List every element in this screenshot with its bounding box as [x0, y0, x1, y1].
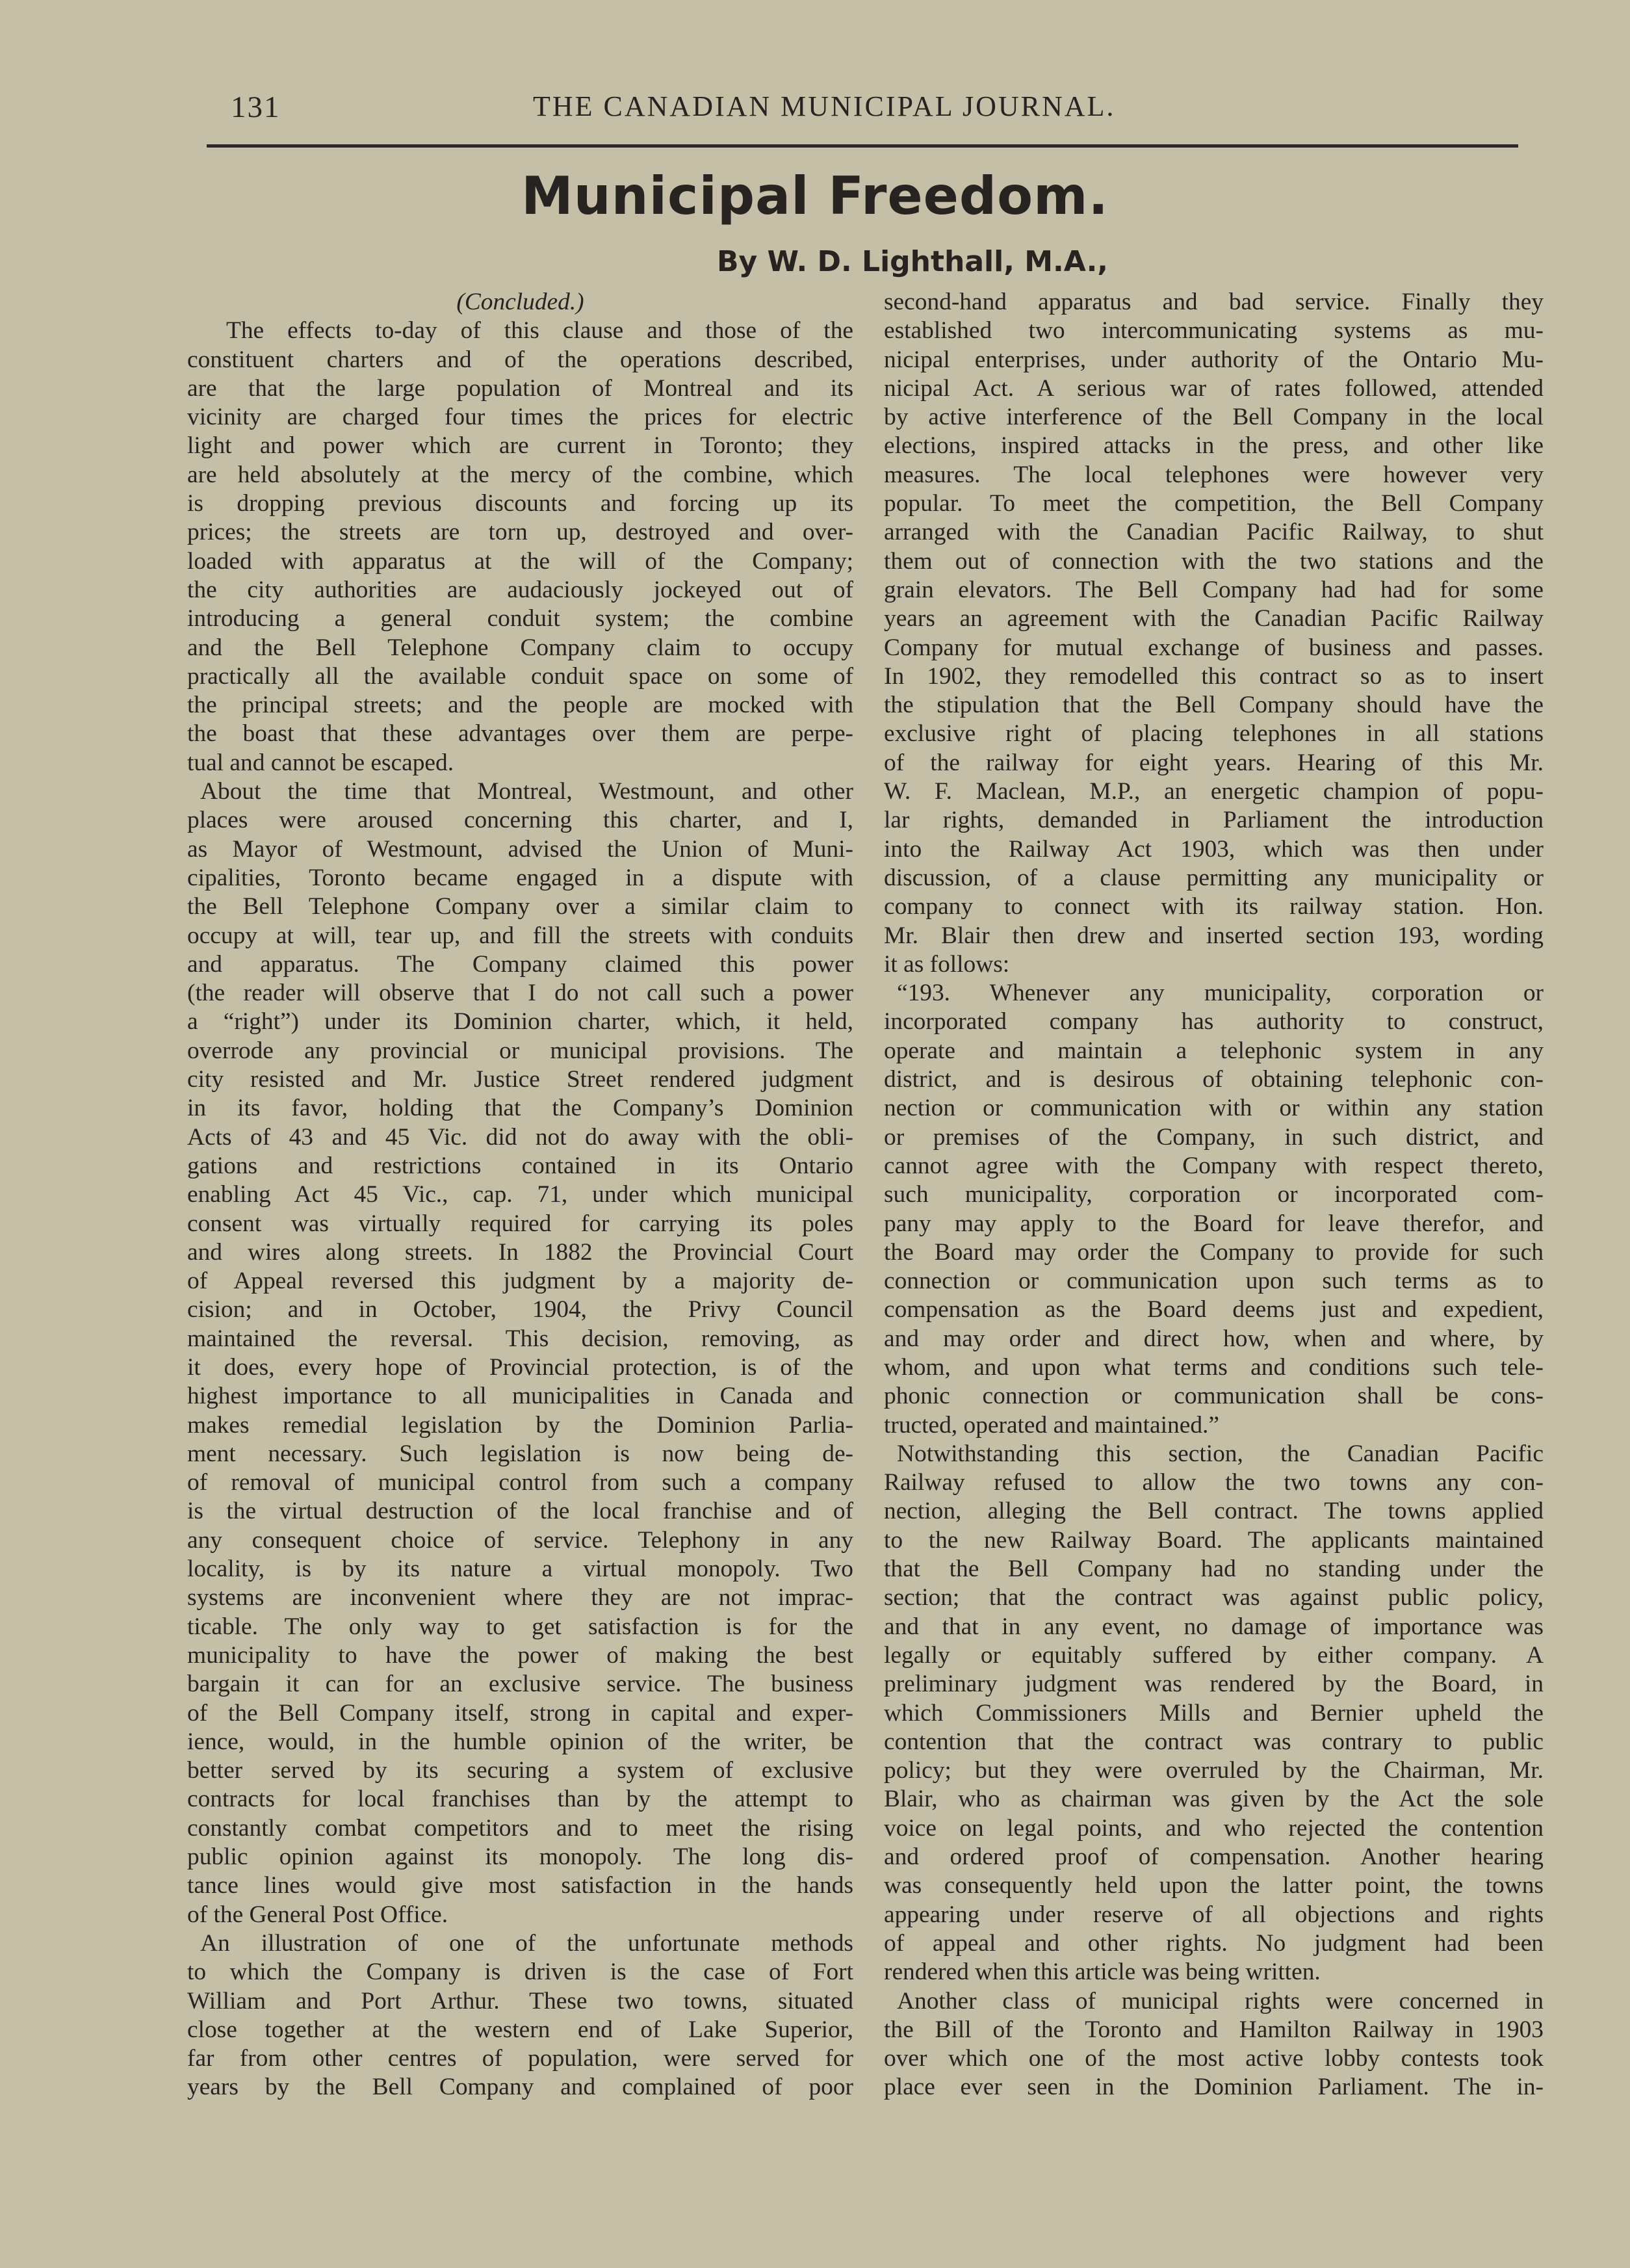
text-line: legally or equitably suffered by either company. A	[884, 1641, 1544, 1669]
right-column	[884, 288, 1544, 2102]
text-line: and wires along streets. In 1882 the Provincial Court	[187, 1238, 853, 1266]
text-line: and may order and direct how, when and where, by	[884, 1325, 1544, 1352]
text-line: overrode any provincial or municipal provisions. The	[187, 1037, 853, 1064]
text-line: any consequent choice of service. Telephony in any	[187, 1526, 853, 1554]
text-line: incorporated company has authority to construct,	[884, 1008, 1544, 1036]
text-line: and the Bell Telephone Company claim to occupy	[187, 634, 853, 661]
text-line: highest importance to all municipalities in Canada and	[187, 1383, 853, 1410]
text-line: discussion, of a clause permitting any municipality or	[884, 864, 1544, 891]
text-line: (the reader will observe that I do not call such a power	[187, 980, 853, 1007]
text-line: of removal of municipal control from such a company	[187, 1469, 853, 1496]
text-line: policy; but they were overruled by the Chairman, Mr.	[884, 1757, 1544, 1784]
text-line: appearing under reserve of all objections and rights	[884, 1901, 1544, 1928]
text-line: About the time that Montreal, Westmount, and other	[200, 778, 853, 805]
text-line: W. F. Maclean, M.P., an energetic champion of popu-	[884, 778, 1544, 805]
text-line: a “right”) under its Dominion charter, which, it held,	[187, 1008, 853, 1036]
article-title: Municipal Freedom.	[521, 166, 1109, 226]
text-line: the stipulation that the Bell Company should have the	[884, 692, 1544, 719]
text-line: are held absolutely at the mercy of the combine, which	[187, 461, 853, 488]
text-line: of Appeal reversed this judgment by a majority de-	[187, 1268, 853, 1295]
text-line: Another class of municipal rights were concerned in	[897, 1987, 1544, 2014]
text-line: to which the Company is driven is the case of Fort	[187, 1959, 853, 1986]
text-line: contention that the contract was contrary to public	[884, 1728, 1544, 1755]
text-line: it does, every hope of Provincial protection, is of the	[187, 1353, 853, 1381]
text-line: second-hand apparatus and bad service. Finally they	[884, 289, 1544, 315]
text-line: grain elevators. The Bell Company had had for some	[884, 576, 1544, 603]
text-line: municipality to have the power of making the best	[187, 1641, 853, 1669]
text-line: and ordered proof of compensation. Another hearing	[884, 1844, 1544, 1871]
text-line: exclusive right of placing telephones in all stations	[884, 720, 1544, 748]
text-line: loaded with apparatus at the will of the Company;	[187, 547, 853, 575]
text-line: that the Bell Company had no standing under the	[884, 1556, 1544, 1583]
text-line: ment necessary. Such legislation is now being de-	[187, 1440, 853, 1467]
text-line: connection or communication upon such terms as to	[884, 1268, 1544, 1295]
text-line: ticable. The only way to get satisfaction is for the	[187, 1613, 853, 1640]
text-line: cipalities, Toronto became engaged in a dispute with	[187, 864, 853, 891]
text-line: gations and restrictions contained in its Ontario	[187, 1152, 853, 1179]
text-line: the boast that these advantages over them are perpe-	[187, 720, 853, 748]
text-line: city resisted and Mr. Justice Street rendered judgment	[187, 1066, 853, 1093]
text-line: better served by its securing a system of exclusive	[187, 1757, 853, 1784]
text-line: of the railway for eight years. Hearing of this Mr.	[884, 749, 1544, 776]
text-line: occupy at will, tear up, and fill the streets with conduits	[187, 922, 853, 949]
text-line: (Concluded.)	[456, 289, 584, 315]
text-line: An illustration of one of the unfortunate methods	[200, 1929, 853, 1957]
text-line: contracts for local franchises than by the attempt to	[187, 1786, 853, 1813]
text-line: compensation as the Board deems just and expedient,	[884, 1296, 1544, 1323]
text-line: of appeal and other rights. No judgment had been	[884, 1929, 1544, 1957]
text-line: the Board may order the Company to provide for such	[884, 1238, 1544, 1266]
text-line: nection or communication with or within any station	[884, 1095, 1544, 1122]
text-line: public opinion against its monopoly. The long dis-	[187, 1844, 853, 1871]
text-line: far from other centres of population, were served for	[187, 2045, 853, 2072]
text-line: years an agreement with the Canadian Pacific Railway	[884, 605, 1544, 632]
text-line: In 1902, they remodelled this contract so as to insert	[884, 662, 1544, 690]
text-line: nection, alleging the Bell contract. The towns applied	[884, 1498, 1544, 1525]
text-line: popular. To meet the competition, the Bell Company	[884, 490, 1544, 517]
text-line: pany may apply to the Board for leave therefor, and	[884, 1210, 1544, 1237]
text-line: the city authorities are audaciously jockeyed out of	[187, 576, 853, 603]
text-line: rendered when this article was being written.	[884, 1959, 1321, 1986]
text-line: practically all the available conduit space on some of	[187, 662, 853, 690]
text-line: the Bill of the Toronto and Hamilton Railway in 1903	[884, 2016, 1544, 2043]
text-line: and apparatus. The Company claimed this power	[187, 950, 853, 978]
text-line: of the Bell Company itself, strong in capital and exper-	[187, 1699, 853, 1727]
text-line: tance lines would give most satisfaction in the hands	[187, 1872, 853, 1899]
text-line: such municipality, corporation or incorporated com-	[884, 1181, 1544, 1208]
text-line: arranged with the Canadian Pacific Railway, to shut	[884, 519, 1544, 546]
text-line: is dropping previous discounts and forcing up its	[187, 490, 853, 517]
text-line: phonic connection or communication shall be cons-	[884, 1383, 1544, 1410]
text-line: section; that the contract was against public policy,	[884, 1584, 1544, 1611]
text-line: measures. The local telephones were however very	[884, 461, 1544, 488]
text-line: district, and is desirous of obtaining telephonic con-	[884, 1066, 1544, 1093]
text-line: Notwithstanding this section, the Canadian Pacific	[897, 1440, 1544, 1467]
text-line: prices; the streets are torn up, destroyed and over-	[187, 519, 853, 546]
text-line: close together at the western end of Lake Superior,	[187, 2016, 853, 2043]
text-line: light and power which are current in Toronto; they	[187, 432, 853, 460]
text-line: elections, inspired attacks in the press, and other like	[884, 432, 1544, 460]
text-line: preliminary judgment was rendered by the Board, in	[884, 1671, 1544, 1698]
text-line: introducing a general conduit system; the combine	[187, 605, 853, 632]
text-line: lar rights, demanded in Parliament the introduction	[884, 807, 1544, 834]
text-line: into the Railway Act 1903, which was then under	[884, 835, 1544, 863]
text-line: are that the large population of Montreal and its	[187, 374, 853, 402]
text-line: them out of connection with the two stations and the	[884, 547, 1544, 575]
text-line: or premises of the Company, in such district, and	[884, 1123, 1544, 1151]
text-line: by active interference of the Bell Company in the local	[884, 404, 1544, 431]
text-line: locality, is by its nature a virtual monopoly. Two	[187, 1556, 853, 1583]
text-line: nicipal Act. A serious war of rates followed, attended	[884, 374, 1544, 402]
text-line: places were aroused concerning this charter, and I,	[187, 807, 853, 834]
text-line: place ever seen in the Dominion Parliament. The in-	[884, 2074, 1544, 2101]
left-column	[187, 288, 853, 2102]
text-line: tual and cannot be escaped.	[187, 749, 454, 776]
text-line: is the virtual destruction of the local franchise and of	[187, 1498, 853, 1525]
text-line: years by the Bell Company and complained of poor	[187, 2074, 853, 2101]
text-line: Mr. Blair then drew and inserted section 193, wording	[884, 922, 1544, 949]
text-line: constantly combat competitors and to meet the rising	[187, 1814, 853, 1842]
text-line: to the new Railway Board. The applicants maintained	[884, 1526, 1544, 1554]
text-line: vicinity are charged four times the prices for electric	[187, 404, 853, 431]
text-line: enabling Act 45 Vic., cap. 71, under which municipal	[187, 1181, 853, 1208]
text-line: The effects to-day of this clause and those of the	[226, 317, 853, 345]
article-byline: By W. D. Lighthall, M.A.,	[716, 245, 1109, 278]
text-line: Acts of 43 and 45 Vic. did not do away with the obli-	[187, 1123, 853, 1151]
page-number: 131	[231, 90, 281, 124]
text-line: Company for mutual exchange of business and passes.	[884, 634, 1544, 661]
text-line: over which one of the most active lobby contests took	[884, 2045, 1544, 2072]
text-line: ience, would, in the humble opinion of the writer, be	[187, 1728, 853, 1755]
text-line: cannot agree with the Company with respect thereto,	[884, 1152, 1544, 1179]
text-line: established two intercommunicating systems as mu-	[884, 317, 1544, 345]
text-line: constituent charters and of the operations described,	[187, 346, 853, 373]
text-line: of the General Post Office.	[187, 1901, 448, 1928]
text-line: “193. Whenever any municipality, corporation or	[897, 980, 1544, 1007]
text-line: tructed, operated and maintained.”	[884, 1411, 1219, 1439]
text-line: which Commissioners Mills and Bernier upheld the	[884, 1699, 1544, 1727]
text-line: the principal streets; and the people are mocked with	[187, 692, 853, 719]
text-line: operate and maintain a telephonic system in any	[884, 1037, 1544, 1064]
text-line: William and Port Arthur. These two towns, situated	[187, 1987, 853, 2014]
text-line: in its favor, holding that the Company’s Dominion	[187, 1095, 853, 1122]
text-line: cision; and in October, 1904, the Privy Council	[187, 1296, 853, 1323]
text-line: Blair, who as chairman was given by the Act the sole	[884, 1786, 1544, 1813]
text-line: maintained the reversal. This decision, removing, as	[187, 1325, 853, 1352]
text-line: it as follows:	[884, 950, 1010, 978]
text-line: was consequently held upon the latter point, the towns	[884, 1872, 1544, 1899]
text-line: and that in any event, no damage of importance was	[884, 1613, 1544, 1640]
text-line: systems are inconvenient where they are not imprac-	[187, 1584, 853, 1611]
text-line: consent was virtually required for carrying its poles	[187, 1210, 853, 1237]
text-line: makes remedial legislation by the Dominion Parlia-	[187, 1411, 853, 1439]
text-line: the Bell Telephone Company over a similar claim to	[187, 893, 853, 920]
text-line: company to connect with its railway station. Hon.	[884, 893, 1544, 920]
text-line: whom, and upon what terms and conditions such tele-	[884, 1353, 1544, 1381]
text-line: Railway refused to allow the two towns any con-	[884, 1469, 1544, 1496]
journal-title: THE CANADIAN MUNICIPAL JOURNAL.	[533, 90, 1116, 122]
text-line: bargain it can for an exclusive service. The business	[187, 1671, 853, 1698]
header-rule	[207, 144, 1518, 148]
text-line: voice on legal points, and who rejected the contention	[884, 1814, 1544, 1842]
text-line: as Mayor of Westmount, advised the Union of Muni-	[187, 835, 853, 863]
text-line: nicipal enterprises, under authority of the Ontario Mu-	[884, 346, 1544, 373]
